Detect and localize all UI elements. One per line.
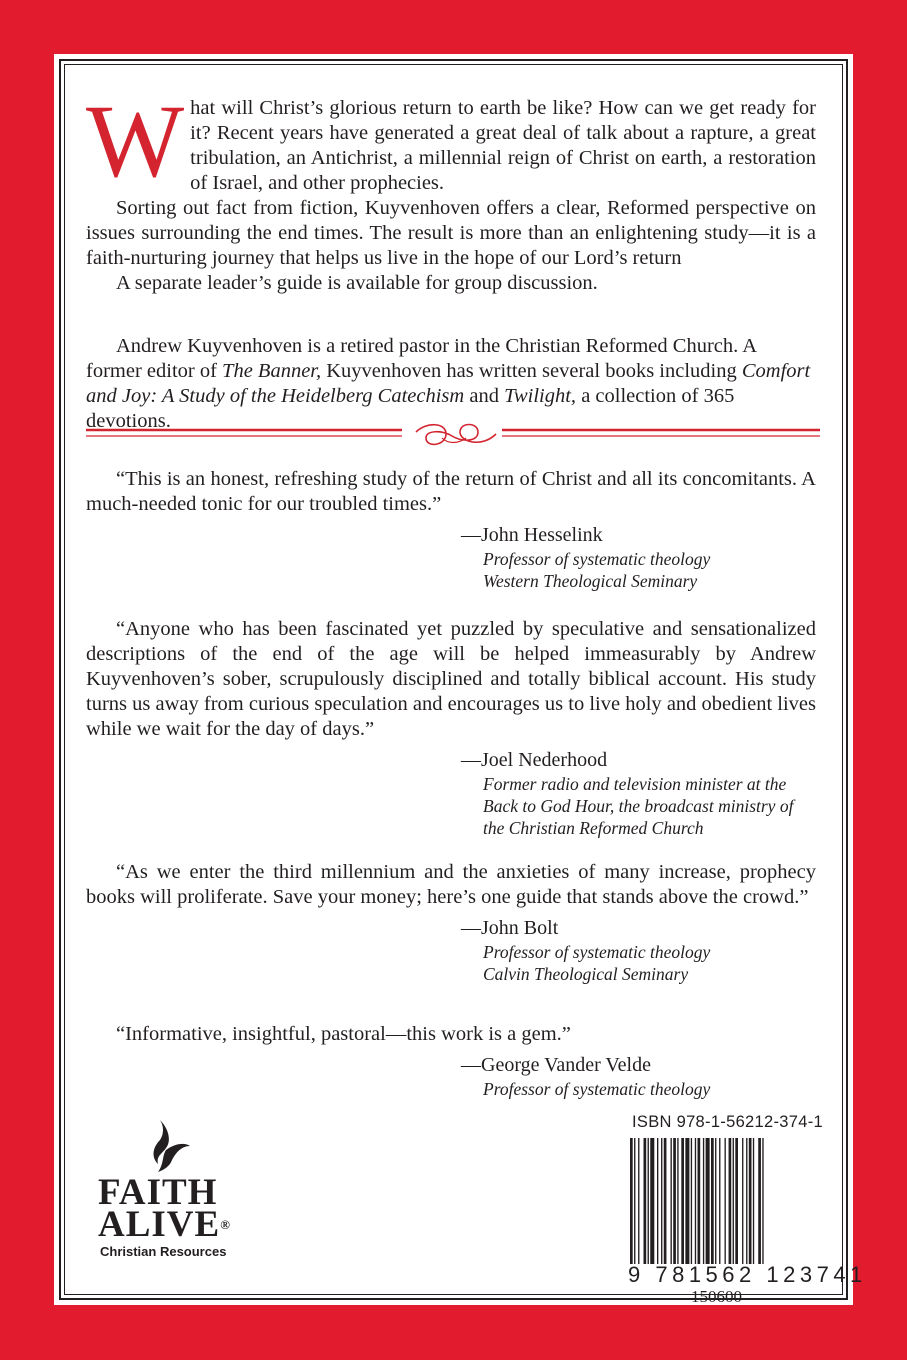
- endorsement-1: [86, 467, 816, 592]
- endorsement-quote: “As we enter the third millennium and the anxieties of many increase, prophecy books will proliferate. Save your money; here’s one guide that stands above the crowd.”: [86, 861, 816, 908]
- dropcap-letter: W: [86, 84, 185, 199]
- endorsement-attribution: —John Bolt Professor of systematic theology Calvin Theological Seminary: [461, 917, 711, 984]
- barcode-digits: 9 781562 123741: [628, 1262, 867, 1287]
- endorsement-3: [86, 860, 816, 985]
- description-para-2: Sorting out fact from fiction, Kuyvenhoven offers a clear, Reformed perspective on issues surrounding the end times. The result is more than an enlightening study—it is a faith-nurturing journey that helps us live in the hope of our Lord’s return: [86, 197, 816, 269]
- flame-icon: [138, 1118, 198, 1174]
- bio-title-banner: The Banner,: [222, 360, 322, 382]
- endorsement-2: [86, 617, 816, 839]
- endorsement-quote: “Anyone who has been fascinated yet puzzled by speculative and sensationalized descriptions of the end of the age will be helped immeasurably by Andrew Kuyvenhoven’s sober, scrupulously disciplined and totally biblical account. His study turns us away from curious speculation and encourages us to live holy and obedient lives while we wait for the day of days.”: [86, 618, 816, 740]
- bio-title-twilight: Twilight,: [504, 385, 577, 407]
- description-para-1: W hat will Christ’s glorious return to earth be like? How can we get ready for it? Recent years have generated a great deal of talk about a rapture, a great tribulation, an Antichrist, a millennial reign of Christ on earth, a restoration of Israel, and other prophecies.: [86, 84, 816, 199]
- description-para-3: A separate leader’s guide is available for group discussion.: [116, 272, 598, 294]
- endorsement-attribution: —Joel Nederhood Former radio and television minister at the Back to God Hour, the broadcast ministry of the Christian Reformed Church: [461, 749, 794, 838]
- endorsement-4: [86, 1022, 816, 1100]
- logo-word-faith: FAITH: [98, 1172, 218, 1213]
- book-description: [86, 84, 816, 296]
- logo-word-alive: ALIVE®: [98, 1204, 231, 1245]
- barcode: [630, 1138, 810, 1264]
- endorsement-quote: “Informative, insightful, pastoral—this work is a gem.”: [116, 1023, 571, 1045]
- ornamental-divider: [86, 418, 820, 458]
- isbn-label: ISBN 978-1-56212-374-1: [632, 1113, 823, 1131]
- publisher-logo: [98, 1118, 248, 1268]
- bio-title-comfort: Comfort and Joy: A Study of the Heidelberg Catechism: [86, 360, 811, 407]
- endorsement-attribution: —George Vander Velde Professor of systematic theology: [461, 1054, 711, 1099]
- endorsement-attribution: —John Hesselink Professor of systematic theology Western Theological Seminary: [461, 524, 711, 591]
- logo-tagline: Christian Resources: [100, 1244, 227, 1259]
- endorsement-quote: “This is an honest, refreshing study of the return of Christ and all its concomitants. A much-needed tonic for our troubled times.”: [86, 468, 816, 515]
- item-code: 150600: [691, 1287, 742, 1306]
- author-bio: Andrew Kuyvenhoven is a retired pastor in the Christian Reformed Church. A former editor of The Banner, Kuyvenhoven has written several books including Comfort and Joy: A Study of the Heidelberg Catechism and Twilight, a collection of 365 devotions.: [86, 335, 811, 432]
